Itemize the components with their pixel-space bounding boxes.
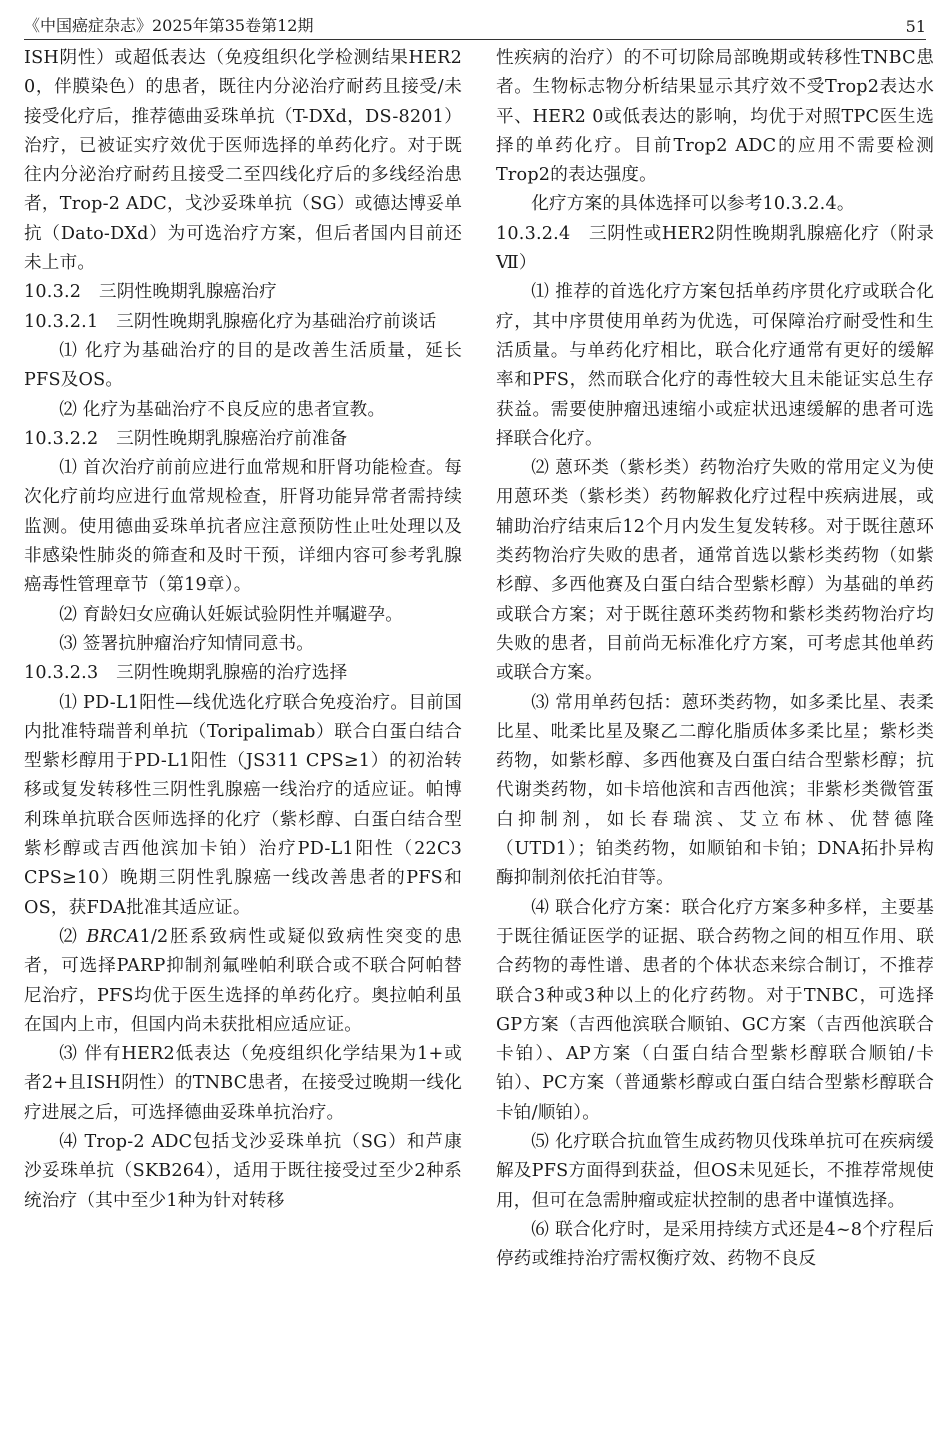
paragraph: 化疗方案的具体选择可以参考10.3.2.4。 <box>531 194 855 215</box>
left-column <box>24 44 462 1216</box>
paragraph: ISH阴性）或超低表达（免疫组织化学检测结果HER2 0，伴膜染色）的患者，既往内分泌治疗耐药且接受/未接受化疗后，推荐德曲妥珠单抗（T-DXd，DS-8201）治疗，已被证实疗效优于医师选择的单药化疗。对于既往内分泌治疗耐药且接受二至四线化疗后的多线经治患者，Trop-2 ADC，戈沙妥珠单抗（SG）或德达博妥单抗（Dato-DXd）为可选治疗方案，但后者国内目前还未上市。 <box>24 48 462 274</box>
paragraph: ⑴ 首次治疗前前应进行血常规和肝肾功能检查。每次化疗前均应进行血常规检查，肝肾功能异常者需持续监测。使用德曲妥珠单抗者应注意预防性止吐处理以及非感染性肺炎的筛查和及时干预，详细内容可参考乳腺癌毒性管理章节（第19章）。 <box>24 458 462 596</box>
gene-name: BRCA <box>86 926 140 947</box>
item-marker: ⑵ <box>59 926 87 947</box>
paragraph: ⑸ 化疗联合抗血管生成药物贝伐珠单抗可在疾病缓解及PFS方面得到获益，但OS未见延长，不推荐常规使用，但可在急需肿瘤或症状控制的患者中谨慎选择。 <box>496 1131 934 1211</box>
paragraph: ⑷ 联合化疗方案：联合化疗方案多种多样，主要基于既往循证医学的证据、联合药物之间的相互作用、联合药物的毒性谱、患者的个体状态来综合制订，不推荐联合3种或3种以上的化疗药物。对于TNBC，可选择GP方案（吉西他滨联合顺铂、GC方案（吉西他滨联合卡铂）、AP方案（白蛋白结合型紫杉醇联合顺铂/卡铂）、PC方案（普通紫杉醇或白蛋白结合型紫杉醇联合卡铂/顺铂）。 <box>496 897 934 1123</box>
paragraph: ⑵ 蒽环类（紫杉类）药物治疗失败的常用定义为使用蒽环类（紫杉类）药物解救化疗过程中疾病进展，或辅助治疗结束后12个月内发生复发转移。对于既往蒽环类药物治疗失败的患者，通常首选以紫杉类药物（如紫杉醇、多西他赛及白蛋白结合型紫杉醇）为基础的单药或联合方案；对于既往蒽环类药物和紫杉类药物治疗均失败的患者，目前尚无标准化疗方案，可考虑其他单药或联合方案。 <box>496 458 934 684</box>
page-number: 51 <box>905 17 926 36</box>
paragraph-text: 1/2胚系致病性或疑似致病性突变的患者，可选择PARP抑制剂氟唑帕利联合或不联合阿帕替尼治疗，PFS均优于医生选择的单药化疗。奥拉帕利虽在国内上市，但国内尚未获批相应适应证。 <box>24 926 463 1035</box>
running-header <box>24 8 926 40</box>
section-heading: 10.3.2.3 三阴性晚期乳腺癌的治疗选择 <box>24 663 348 684</box>
paragraph: ⑵ 育龄妇女应确认妊娠试验阴性并嘱避孕。 <box>59 604 404 625</box>
paragraph: ⑴ PD-L1阳性—线优选化疗联合免疫治疗。目前国内批准特瑞普利单抗（Toripalimab）联合白蛋白结合型紫杉醇用于PD-L1阳性（JS311 CPS≥1）的初治转移或复发转移性三阴性乳腺癌一线治疗的适应证。帕博利珠单抗联合医师选择的化疗（紫杉醇、白蛋白结合型紫杉醇或吉西他滨加卡铂）治疗PD-L1阳性（22C3 CPS≥10）晚期三阴性乳腺癌一线改善患者的PFS和OS，获FDA批准其适应证。 <box>24 692 462 918</box>
paragraph: ⑵ 化疗为基础治疗不良反应的患者宣教。 <box>59 399 386 420</box>
paragraph-brca <box>24 923 462 1040</box>
paragraph: 性疾病的治疗）的不可切除局部晚期或转移性TNBC患者。生物标志物分析结果显示其疗效不受Trop2表达水平、HER2 0或低表达的影响，均优于对照TPC医生选择的单药化疗。目前Trop2 ADC的应用不需要检测Trop2的表达强度。 <box>496 48 934 186</box>
paragraph: ⑷ Trop-2 ADC包括戈沙妥珠单抗（SG）和芦康沙妥珠单抗（SKB264），适用于既往接受过至少2种系统治疗（其中至少1种为针对转移 <box>24 1131 462 1211</box>
paragraph: ⑴ 化疗为基础治疗的目的是改善生活质量，延长PFS及OS。 <box>24 340 462 391</box>
section-heading: 10.3.2.2 三阴性晚期乳腺癌治疗前准备 <box>24 428 348 449</box>
paragraph: ⑶ 伴有HER2低表达（免疫组织化学结果为1+或者2+且ISH阴性）的TNBC患者，在接受过晚期一线化疗进展之后，可选择德曲妥珠单抗治疗。 <box>24 1044 462 1123</box>
paragraph: ⑹ 联合化疗时，是采用持续方式还是4~8个疗程后停药或维持治疗需权衡疗效、药物不良反 <box>496 1219 934 1270</box>
section-heading: 10.3.2 三阴性晚期乳腺癌治疗 <box>24 282 277 303</box>
paragraph: ⑴ 推荐的首选化疗方案包括单药序贯化疗或联合化疗，其中序贯使用单药为优选，可保障治疗耐受性和生活质量。与单药化疗相比，联合化疗通常有更好的缓解率和PFS，然而联合化疗的毒性较大且未能证实总生存获益。需要使肿瘤迅速缩小或症状迅速缓解的患者可选择联合化疗。 <box>496 282 934 449</box>
paragraph: ⑶ 签署抗肿瘤治疗知情同意书。 <box>59 633 315 654</box>
journal-title: 《中国癌症杂志》2025年第35卷第12期 <box>24 16 314 35</box>
section-heading: 10.3.2.1 三阴性晚期乳腺癌化疗为基础治疗前谈话 <box>24 311 437 332</box>
section-heading: 10.3.2.4 三阴性或HER2阴性晚期乳腺癌化疗（附录Ⅶ） <box>496 223 934 274</box>
right-column <box>496 44 934 1274</box>
paragraph: ⑶ 常用单药包括：蒽环类药物，如多柔比星、表柔比星、吡柔比星及聚乙二醇化脂质体多柔比星；紫杉类药物，如紫杉醇、多西他赛及白蛋白结合型紫杉醇；抗代谢类药物，如卡培他滨和吉西他滨；非紫杉类微管蛋白抑制剂，如长春瑞滨、艾立布林、优替德隆（UTD1）；铂类药物，如顺铂和卡铂；DNA拓扑异构酶抑制剂依托泊苷等。 <box>496 692 934 889</box>
